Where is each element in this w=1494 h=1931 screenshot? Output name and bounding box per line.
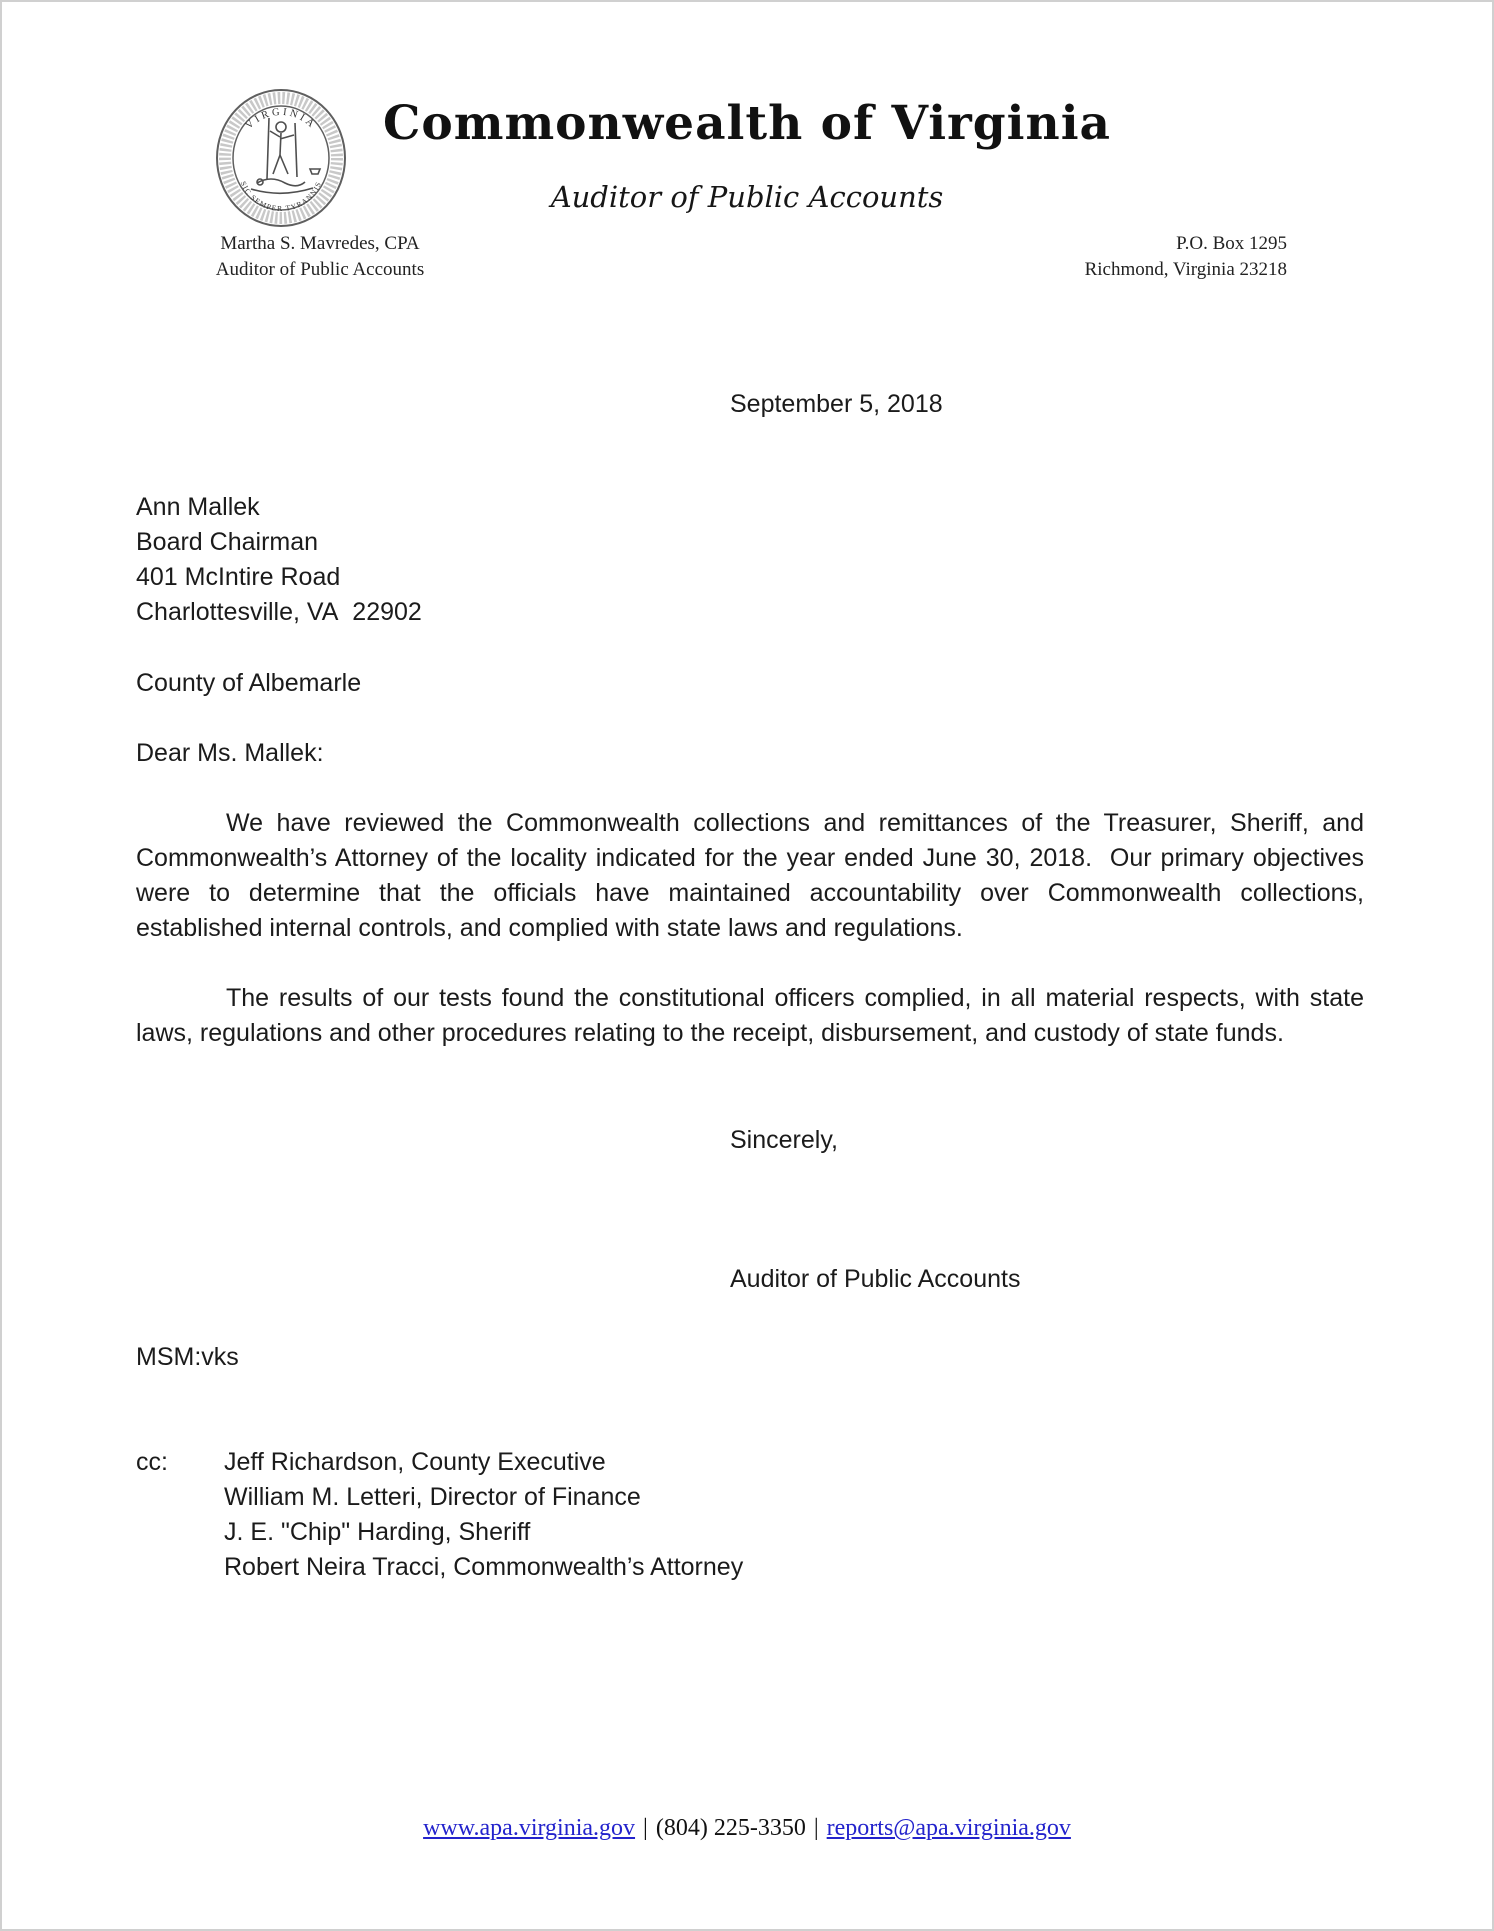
footer-separator: | — [813, 1815, 819, 1841]
cc-block — [136, 1445, 743, 1585]
recipient-street: 401 McIntire Road — [136, 563, 341, 591]
cc-label: cc: — [136, 1448, 168, 1476]
closing-signer-title: Auditor of Public Accounts — [730, 1265, 1021, 1293]
official-name: Martha S. Mavredes, CPA — [220, 233, 420, 254]
org-subtitle: Auditor of Public Accounts — [550, 180, 944, 214]
email-link[interactable]: reports@apa.virginia.gov — [826, 1815, 1071, 1841]
header-address-block — [1085, 231, 1287, 283]
body-paragraph-1: We have reviewed the Commonwealth collections and remittances of the Treasurer, Sheriff, and Commonwealth’s Attorney of the locality indicated for the year ended June 30, 2018. Our primary objectives were to determine that the officials have maintained accountability over Commonwealth collections, established internal controls, and complied with state laws and regulations. — [136, 809, 1364, 942]
locality: County of Albemarle — [136, 669, 362, 697]
closing-sincerely: Sincerely, — [730, 1126, 838, 1154]
body-paragraph-2: The results of our tests found the constitutional officers complied, in all material respects, with state laws, regulations and other procedures relating to the receipt, disbursement, and custody of state funds. — [136, 984, 1364, 1047]
footer-separator: | — [643, 1815, 648, 1841]
po-box: P.O. Box 1295 — [1176, 233, 1287, 254]
recipient-name: Ann Mallek — [136, 493, 260, 521]
cc-name: Jeff Richardson, County Executive — [224, 1448, 606, 1476]
recipient-address — [136, 490, 422, 630]
recipient-city: Charlottesville, VA 22902 — [136, 598, 422, 626]
po-city: Richmond, Virginia 23218 — [1084, 259, 1287, 280]
cc-name: William M. Letteri, Director of Finance — [224, 1483, 641, 1511]
cc-name: Robert Neira Tracci, Commonwealth’s Attorney — [224, 1553, 744, 1581]
recipient-title: Board Chairman — [136, 528, 319, 556]
seal-top-text: VIRGINIA — [243, 106, 319, 132]
salutation: Dear Ms. Mallek: — [136, 739, 324, 767]
reference-initials: MSM:vks — [136, 1343, 239, 1371]
footer-phone: (804) 225-3350 — [655, 1815, 806, 1841]
org-title: Commonwealth of Virginia — [382, 96, 1112, 151]
footer — [2, 1815, 1492, 1842]
cc-names — [224, 1445, 743, 1585]
official-title: Auditor of Public Accounts — [215, 259, 425, 280]
website-link[interactable]: www.apa.virginia.gov — [423, 1815, 636, 1841]
cc-name: J. E. "Chip" Harding, Sheriff — [224, 1518, 531, 1546]
header-official-block — [165, 231, 475, 283]
letter-date: September 5, 2018 — [730, 390, 943, 418]
seal-bottom-text: SIC SEMPER TYRANNIS — [238, 179, 324, 214]
